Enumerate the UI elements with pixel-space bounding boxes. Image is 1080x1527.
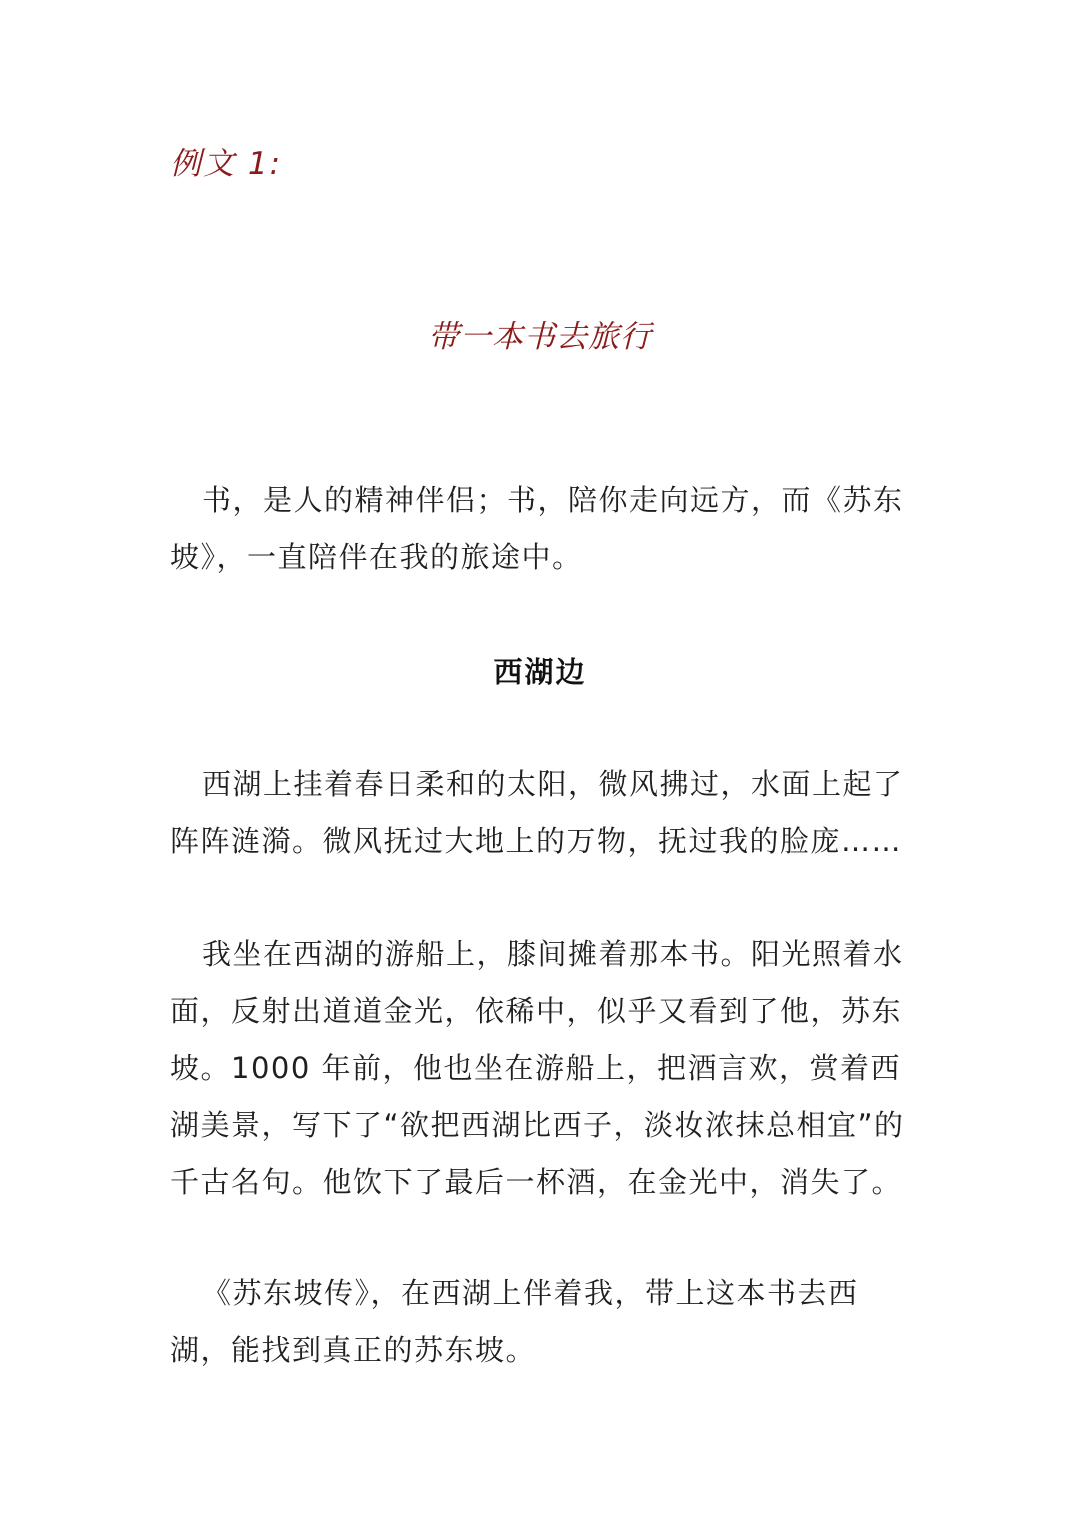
- section-heading: 西湖边: [493, 655, 587, 689]
- body-paragraph: 西湖上挂着春日柔和的太阳，微风拂过，水面上起了阵阵涟漪。微风抚过大地上的万物，抚过我的脸庞……: [170, 767, 904, 858]
- example-label: 例文 1:: [170, 146, 283, 182]
- essay-title: 带一本书去旅行: [428, 319, 652, 355]
- intro-paragraph: 书，是人的精神伴侣；书，陪你走向远方，而《苏东坡》，一直陪伴在我的旅途中。: [170, 483, 904, 574]
- body-paragraph: 我坐在西湖的游船上，膝间摊着那本书。阳光照着水面，反射出道道金光，依稀中，似乎又看到了他，苏东坡。1000 年前，他也坐在游船上，把酒言欢，赏着西湖美景，写下了“欲把西湖比西子，淡妆浓抹总相宜”的千古名句。他饮下了最后一杯酒，在金光中，消失了。: [170, 937, 905, 1199]
- body-paragraph: 《苏东坡传》，在西湖上伴着我，带上这本书去西湖，能找到真正的苏东坡。: [170, 1276, 859, 1367]
